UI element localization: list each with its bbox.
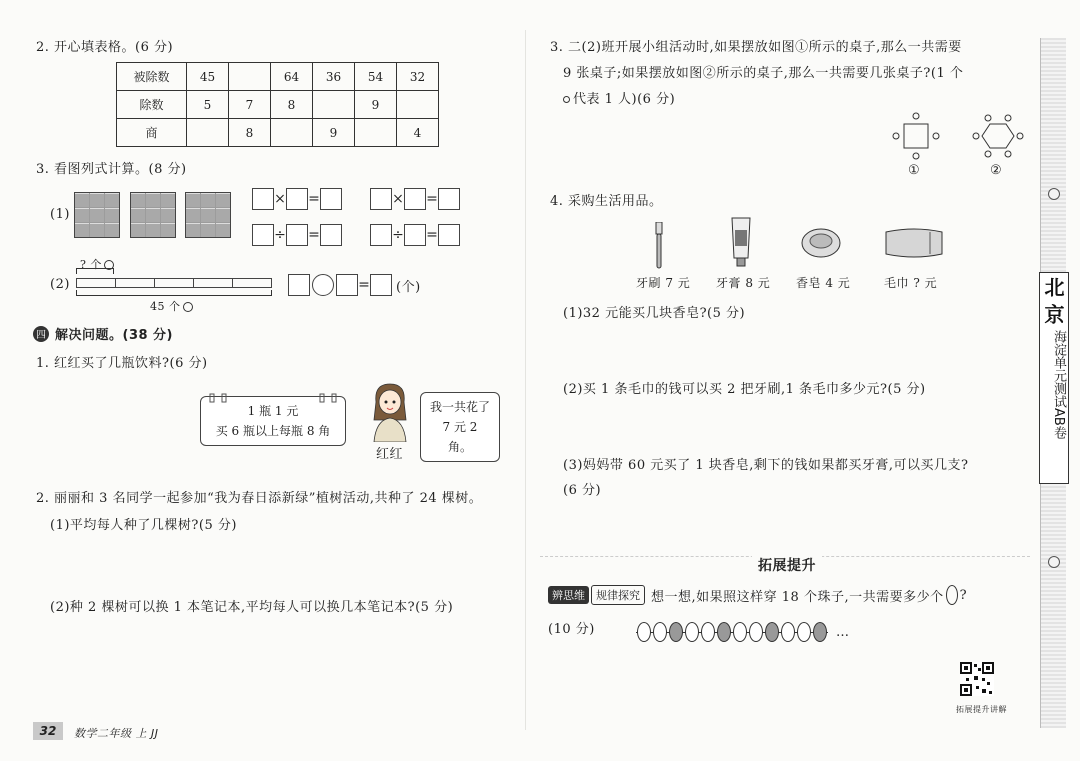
table-cell: 9 [355, 91, 397, 119]
problem-3-line-3: 代表 1 人)(6 分) [563, 88, 675, 107]
item-label: 毛巾 ? 元 [884, 276, 938, 290]
bead [797, 622, 811, 642]
bead [685, 622, 699, 642]
table-cell [355, 119, 397, 147]
table-cell [313, 91, 355, 119]
answer-box[interactable] [370, 188, 392, 210]
bead [653, 622, 667, 642]
table-cell: 7 [229, 91, 271, 119]
problem-3-line-2: 9 张桌子;如果摆放如图②所示的桌子,那么一共需要几张桌子?(1 个 [563, 66, 964, 81]
footer-text: 数学二年级 上 JJ [74, 727, 159, 740]
toothbrush-icon [650, 222, 670, 274]
equation-mult-1: × = [252, 188, 342, 210]
problem-4-sub-2: (2)买 1 条毛巾的钱可以买 2 把牙刷,1 条毛巾多少元?(5 分) [563, 382, 926, 397]
problem-4-sub-3-line-1: (3)妈妈带 60 元买了 1 块香皂,剩下的钱如果都买牙膏,可以买几支? [563, 458, 969, 473]
answer-box[interactable] [404, 224, 426, 246]
table-row [117, 63, 439, 91]
table-figure-1-icon [888, 112, 944, 168]
beads [636, 622, 828, 642]
toothpaste-icon [726, 214, 756, 274]
page-number: 32 [33, 722, 63, 740]
table-row [117, 91, 439, 119]
problem-2-sub-1: (1)平均每人种了几棵树?(5 分) [50, 518, 237, 533]
section-4-header [33, 324, 173, 343]
q3-label-1: (1) [50, 207, 70, 222]
answer-box[interactable] [286, 188, 308, 210]
table-cell: 64 [271, 63, 313, 91]
table-cell: 5 [187, 91, 229, 119]
bar-top-label: ? 个 [80, 256, 114, 272]
brand-box [1039, 272, 1069, 484]
girl-name: 红红 [376, 447, 404, 462]
answer-box[interactable] [286, 224, 308, 246]
side-brand: 北 京 [1041, 277, 1065, 324]
extension-question: 辨思维 规律探究 想一想,如果照这样穿 18 个珠子,一共需要多少个 ? [548, 585, 967, 605]
answer-box[interactable] [252, 188, 274, 210]
bead [749, 622, 763, 642]
answer-box[interactable] [320, 188, 342, 210]
problem-2-sub-2: (2)种 2 棵树可以换 1 本笔记本,平均每人可以换几本笔记本?(5 分) [50, 600, 454, 615]
section-number: 四 [33, 326, 49, 342]
tag-thinking: 辨思维 [548, 586, 589, 604]
tag-pattern: 规律探究 [591, 585, 645, 605]
side-ornament-icon [1048, 188, 1060, 200]
table-cell: 8 [229, 119, 271, 147]
answer-box[interactable] [438, 224, 460, 246]
circle-blank-icon [183, 302, 193, 312]
table-cell [187, 119, 229, 147]
answer-box[interactable] [336, 274, 358, 296]
table-cell: 32 [397, 63, 439, 91]
cube-group-2 [130, 192, 176, 238]
answer-box[interactable] [370, 224, 392, 246]
table-cell: 8 [271, 91, 313, 119]
table-row [117, 119, 439, 147]
bead [717, 622, 731, 642]
towel-icon [884, 226, 944, 264]
table-figure-2-icon [972, 112, 1024, 168]
answer-box[interactable] [404, 188, 426, 210]
cube-group-1 [74, 192, 120, 238]
price-sign: 1 瓶 1 元 买 6 瓶以上每瓶 8 角 [200, 396, 346, 446]
girl-illustration-icon [368, 380, 412, 446]
equation-bar: = (个) [288, 274, 421, 296]
q3-title: 3. 看图列式计算。(8 分) [36, 162, 187, 177]
bead [669, 622, 683, 642]
problem-1-title: 1. 红红买了几瓶饮料?(6 分) [36, 356, 208, 371]
problem-3-line-1: 3. 二(2)班开展小组活动时,如果摆放如图①所示的桌子,那么一共需要 [550, 40, 962, 55]
bottles-decoration-icon [200, 388, 346, 398]
item-label: 牙刷 7 元 [636, 276, 691, 290]
fill-table [116, 62, 439, 147]
side-ornament-icon [1048, 556, 1060, 568]
table-cell [229, 63, 271, 91]
bar-top-bracket [76, 268, 114, 274]
page-spine [525, 30, 526, 730]
table-cell [271, 119, 313, 147]
answer-box[interactable] [320, 224, 342, 246]
operator-circle[interactable] [312, 274, 334, 296]
section-title: 解决问题。(38 分) [55, 328, 173, 343]
item-label: 牙膏 8 元 [716, 276, 771, 290]
person-circle-icon [563, 96, 570, 103]
table-cell [397, 91, 439, 119]
problem-4-title: 4. 采购生活用品。 [550, 194, 663, 209]
side-title: 海淀单元测试AB卷 [1051, 329, 1066, 439]
bead [765, 622, 779, 642]
bar-bottom-label: 45 个 [150, 298, 193, 314]
equation-div-2: ÷ = [370, 224, 460, 246]
ellipsis: … [836, 624, 850, 640]
problem-4-sub-3-line-2: (6 分) [563, 483, 602, 498]
table-cell: 被除数 [117, 63, 187, 91]
answer-box[interactable] [288, 274, 310, 296]
answer-box[interactable] [252, 224, 274, 246]
bead [813, 622, 827, 642]
bead [637, 622, 651, 642]
bead [701, 622, 715, 642]
problem-4-sub-1: (1)32 元能买几块香皂?(5 分) [563, 306, 746, 321]
table-cell: 商 [117, 119, 187, 147]
bead [781, 622, 795, 642]
figure-1-label: ① [908, 163, 921, 178]
equation-mult-2: × = [370, 188, 460, 210]
item-label: 香皂 4 元 [796, 276, 851, 290]
segment-bar [76, 278, 272, 288]
answer-box[interactable] [438, 188, 460, 210]
figure-2-label: ② [990, 163, 1003, 178]
answer-box[interactable] [370, 274, 392, 296]
bead [733, 622, 747, 642]
table-cell: 45 [187, 63, 229, 91]
table-cell: 4 [397, 119, 439, 147]
extension-title: 拓展提升 [752, 555, 822, 575]
bar-bottom-bracket [76, 290, 272, 296]
problem-2-title: 2. 丽丽和 3 名同学一起参加“我为春日添新绿”植树活动,共种了 24 棵树。 [36, 491, 483, 506]
bead-string [636, 622, 850, 642]
speech-bubble: 我一共花了 7 元 2 角。 [420, 392, 500, 462]
table-cell: 除数 [117, 91, 187, 119]
cube-group-3 [185, 192, 231, 238]
bead-blank-icon [946, 585, 958, 605]
soap-icon [800, 226, 842, 264]
table-cell: 54 [355, 63, 397, 91]
q3-label-2: (2) [50, 277, 70, 292]
qr-code-icon[interactable] [960, 662, 994, 696]
q2-title: 2. 开心填表格。(6 分) [36, 40, 174, 55]
table-cell: 9 [313, 119, 355, 147]
qr-caption: 拓展提升讲解 [956, 705, 1007, 714]
extension-score: (10 分) [548, 622, 595, 637]
equation-div-1: ÷ = [252, 224, 342, 246]
table-cell: 36 [313, 63, 355, 91]
